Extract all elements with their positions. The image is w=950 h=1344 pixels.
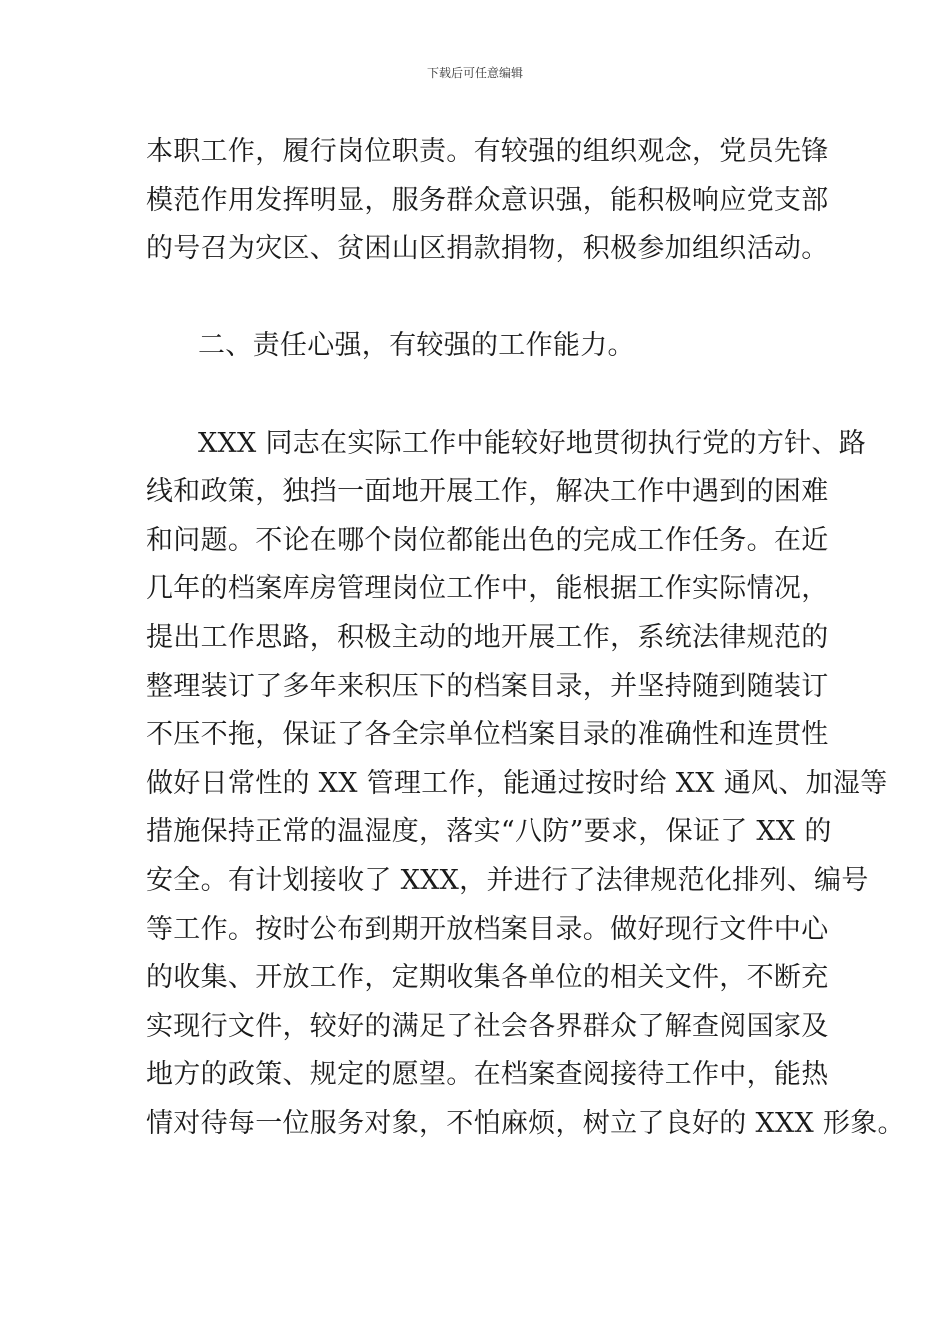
text-line: 措施保持正常的温湿度，落实“八防”要求，保证了 XX 的: [146, 816, 832, 848]
text-line: 做好日常性的 XX 管理工作，能通过按时给 XX 通风、加湿等: [146, 767, 888, 799]
paragraph-2: [146, 420, 905, 1149]
section-heading: 二、责任心强，有较强的工作能力。: [198, 330, 635, 362]
paragraph-spacer: [146, 274, 826, 323]
text-line: 不压不拖，保证了各全宗单位档案目录的准确性和连贯性: [146, 719, 829, 751]
page-header-note: 下载后可任意编辑: [426, 66, 523, 80]
text-line: 安全。有计划接收了 XXX，并进行了法律规范化排列、编号: [146, 864, 869, 896]
text-line: 和问题。不论在哪个岗位都能出色的完成工作任务。在近: [146, 524, 829, 556]
text-line: 几年的档案库房管理岗位工作中，能根据工作实际情况，: [146, 573, 829, 605]
text-line: 本职工作，履行岗位职责。有较强的组织观念，党员先锋: [146, 136, 829, 167]
text-line: 实现行文件，较好的满足了社会各界群众了解查阅国家及: [146, 1010, 829, 1042]
text-line: XXX 同志在实际工作中能较好地贯彻执行党的方针、路: [198, 427, 867, 459]
text-line: 模范作用发挥明显，服务群众意识强，能积极响应党支部: [146, 184, 829, 216]
text-line: 线和政策，独挡一面地开展工作，解决工作中遇到的困难: [146, 476, 829, 508]
paragraph-1: [146, 128, 829, 274]
text-line: 等工作。按时公布到期开放档案目录。做好现行文件中心: [146, 913, 829, 945]
text-line: 情对待每一位服务对象，不怕麻烦，树立了良好的 XXX 形象。: [146, 1107, 905, 1139]
paragraph-spacer: [146, 371, 826, 420]
text-line: 地方的政策、规定的愿望。在档案查阅接待工作中，能热: [146, 1059, 829, 1091]
text-line: 整理装订了多年来积压下的档案目录，并坚持随到随装订: [146, 670, 829, 702]
text-line: 的收集、开放工作，定期收集各单位的相关文件，不断充: [146, 962, 829, 994]
document-body: [146, 128, 905, 1148]
text-line: 的号召为灾区、贫困山区捐款捐物，积极参加组织活动。: [146, 233, 829, 265]
text-line: 提出工作思路，积极主动的地开展工作，系统法律规范的: [146, 621, 829, 653]
